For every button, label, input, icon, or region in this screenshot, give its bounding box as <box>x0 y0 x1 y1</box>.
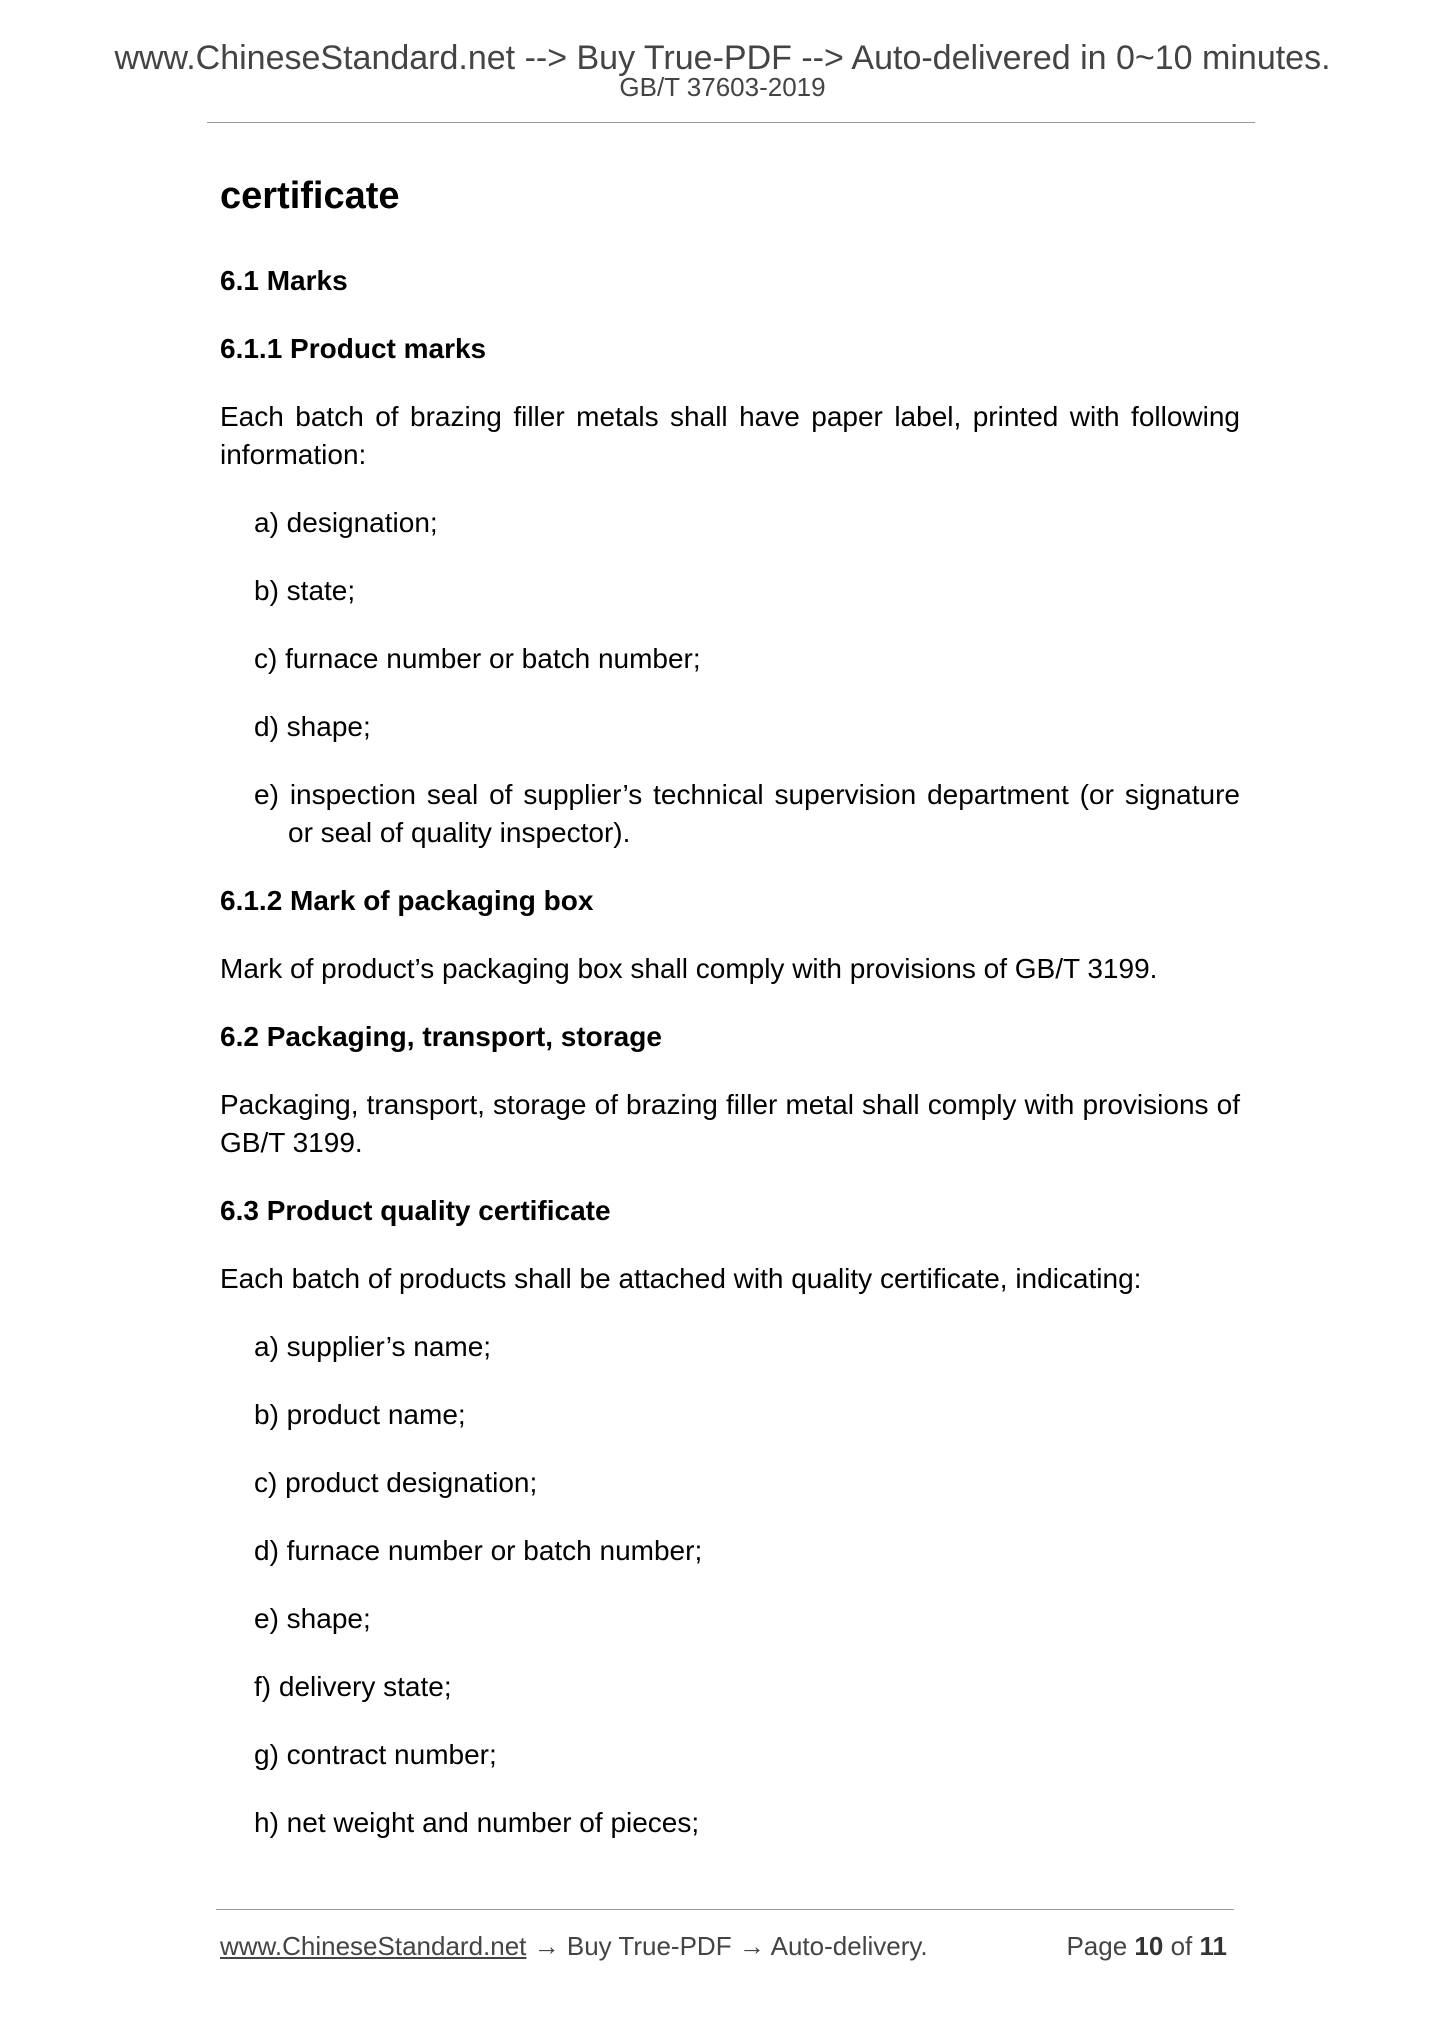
header-divider <box>207 122 1255 123</box>
footer-auto-text: Auto-delivery. <box>770 1931 928 1961</box>
page-body <box>220 168 1240 1872</box>
paragraph-6-3: Each batch of products shall be attached with quality certificate, indicating: <box>220 1263 1142 1294</box>
heading-6-3: 6.3 Product quality certificate <box>220 1195 611 1226</box>
footer-links <box>220 1929 928 1963</box>
header-banner: www.ChineseStandard.net --> Buy True-PDF --> Auto-delivered in 0~10 minutes. <box>114 39 1331 77</box>
page-title: certificate <box>220 175 400 217</box>
paragraph-6-2: Packaging, transport, storage of brazing filler metal shall comply with provisions of GB/T 3199. <box>220 1089 1240 1158</box>
list-item: a) supplier’s name; <box>254 1331 492 1362</box>
arrow-right-icon: → <box>738 1931 765 1961</box>
page-label: Page <box>1066 1931 1128 1961</box>
list-item: e) inspection seal of supplier’s technical supervision department (or signature or seal of quality inspector). <box>254 779 1240 848</box>
list-item: c) product designation; <box>254 1467 538 1498</box>
of-label: of <box>1170 1931 1193 1961</box>
list-item: d) furnace number or batch number; <box>254 1535 703 1566</box>
arrow-right-icon: → <box>533 1931 560 1961</box>
list-item: e) shape; <box>254 1603 371 1634</box>
list-item: a) designation; <box>254 507 438 538</box>
list-item: b) product name; <box>254 1399 466 1430</box>
list-item: c) furnace number or batch number; <box>254 643 701 674</box>
heading-6-1-2: 6.1.2 Mark of packaging box <box>220 885 594 916</box>
footer-site-link[interactable]: www.ChineseStandard.net <box>220 1931 527 1961</box>
document-code: GB/T 37603-2019 <box>619 72 826 102</box>
footer-divider <box>216 1909 1234 1910</box>
paragraph-6-1-1: Each batch of brazing filler metals shall have paper label, printed with following information: <box>220 401 1240 470</box>
page-total: 11 <box>1199 1931 1227 1961</box>
page-indicator <box>1066 1929 1227 1963</box>
page-current: 10 <box>1134 1931 1164 1961</box>
list-item: f) delivery state; <box>254 1671 452 1702</box>
list-item: b) state; <box>254 575 356 606</box>
list-item: d) shape; <box>254 711 371 742</box>
list-item: g) contract number; <box>254 1739 497 1770</box>
heading-6-1-1: 6.1.1 Product marks <box>220 333 487 364</box>
heading-6-2: 6.2 Packaging, transport, storage <box>220 1021 662 1052</box>
list-item: h) net weight and number of pieces; <box>254 1807 700 1838</box>
heading-6-1: 6.1 Marks <box>220 265 348 296</box>
paragraph-6-1-2: Mark of product’s packaging box shall comply with provisions of GB/T 3199. <box>220 953 1158 984</box>
footer-buy-text: Buy True-PDF <box>566 1931 732 1961</box>
